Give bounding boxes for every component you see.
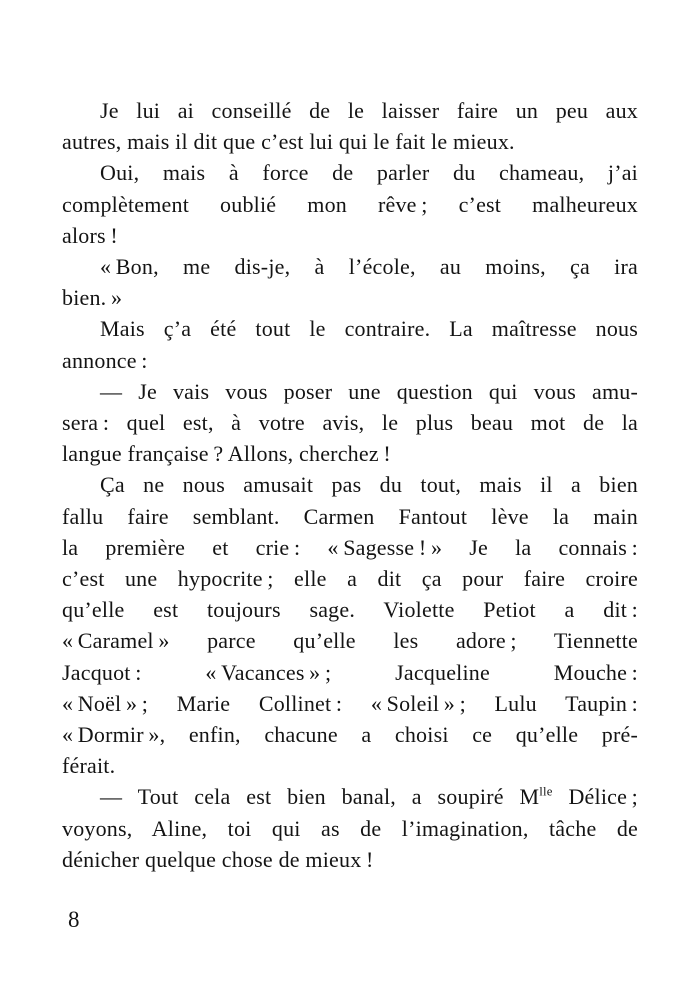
text-line xyxy=(62,251,638,282)
text-segment: Je lui ai conseillé de le laisser faire un peu aux xyxy=(100,98,638,123)
text-line xyxy=(62,189,638,220)
text-segment: férait. xyxy=(62,753,116,779)
text-segment: — Tout cela est bien banal, a soupiré M xyxy=(100,784,540,810)
text-segment: Oui, mais à force de parler du chameau, j’ai xyxy=(100,160,638,186)
paragraph xyxy=(62,313,638,375)
text-line xyxy=(62,469,638,500)
text-line xyxy=(62,376,638,407)
text-line xyxy=(62,625,638,656)
paragraph xyxy=(62,251,638,313)
text-segment: Mais ç’a été tout le contraire. La maîtresse nous xyxy=(100,316,638,342)
text-segment: « Noël » ; Marie Collinet : « Soleil » ; Lulu Taupin : xyxy=(62,690,638,716)
text-segment: Ça ne nous amusait pas du tout, mais il a bien xyxy=(100,472,638,498)
text-line xyxy=(62,813,638,844)
text-line xyxy=(62,781,638,812)
paragraph xyxy=(62,157,638,251)
text-line xyxy=(62,282,638,313)
paragraph xyxy=(62,469,638,781)
text-segment: bien. » xyxy=(62,285,123,311)
text-line xyxy=(62,126,638,157)
text-segment: « Dormir », enfin, chacune a choisi ce qu’elle pré- xyxy=(62,722,638,748)
superscript-abbreviation: lle xyxy=(539,785,553,800)
text-line xyxy=(62,220,638,251)
text-line xyxy=(62,719,638,750)
text-line xyxy=(62,157,638,188)
text-segment: autres, mais il dit que c’est lui qui le fait le mieux. xyxy=(62,129,515,155)
text-segment: qu’elle est toujours sage. Violette Petiot a dit : xyxy=(62,597,638,623)
text-line xyxy=(62,313,638,344)
text-line xyxy=(62,438,638,469)
text-segment: fallu faire semblant. Carmen Fantout lève la main xyxy=(62,503,638,529)
text-line xyxy=(62,688,638,719)
text-segment: la première et crie : « Sagesse ! » Je la connais : xyxy=(62,534,638,560)
paragraph xyxy=(62,781,638,875)
text-segment: c’est une hypocrite ; elle a dit ça pour faire croire xyxy=(62,566,638,592)
paragraph xyxy=(62,95,638,157)
text-segment: « Bon, me dis-je, à l’école, au moins, ça ira xyxy=(100,254,638,280)
text-segment: sera : quel est, à votre avis, le plus beau mot de la xyxy=(62,410,638,436)
paragraph xyxy=(62,376,638,470)
text-line xyxy=(62,407,638,438)
text-line xyxy=(62,501,638,532)
text-block xyxy=(62,95,638,875)
text-segment: annonce : xyxy=(62,347,148,373)
text-line xyxy=(62,750,638,781)
text-segment: Jacquot : « Vacances » ; Jacqueline Mouche : xyxy=(62,659,638,685)
text-segment: — Je vais vous poser une question qui vous amu- xyxy=(100,378,638,404)
text-line xyxy=(62,345,638,376)
page-number: 8 xyxy=(68,907,80,932)
text-segment: « Caramel » parce qu’elle les adore ; Tiennette xyxy=(62,628,638,654)
text-line xyxy=(62,95,638,126)
text-line xyxy=(62,532,638,563)
text-line xyxy=(62,563,638,594)
text-segment: Délice ; xyxy=(552,784,638,810)
text-segment: alors ! xyxy=(62,222,118,248)
text-line xyxy=(62,657,638,688)
text-line xyxy=(62,594,638,625)
text-line xyxy=(62,844,638,875)
text-segment: complètement oublié mon rêve ; c’est malheureux xyxy=(62,191,638,217)
text-segment: voyons, Aline, toi qui as de l’imagination, tâche de xyxy=(62,815,638,841)
text-segment: langue française ? Allons, cherchez ! xyxy=(62,441,391,467)
text-segment: dénicher quelque chose de mieux ! xyxy=(62,846,374,872)
